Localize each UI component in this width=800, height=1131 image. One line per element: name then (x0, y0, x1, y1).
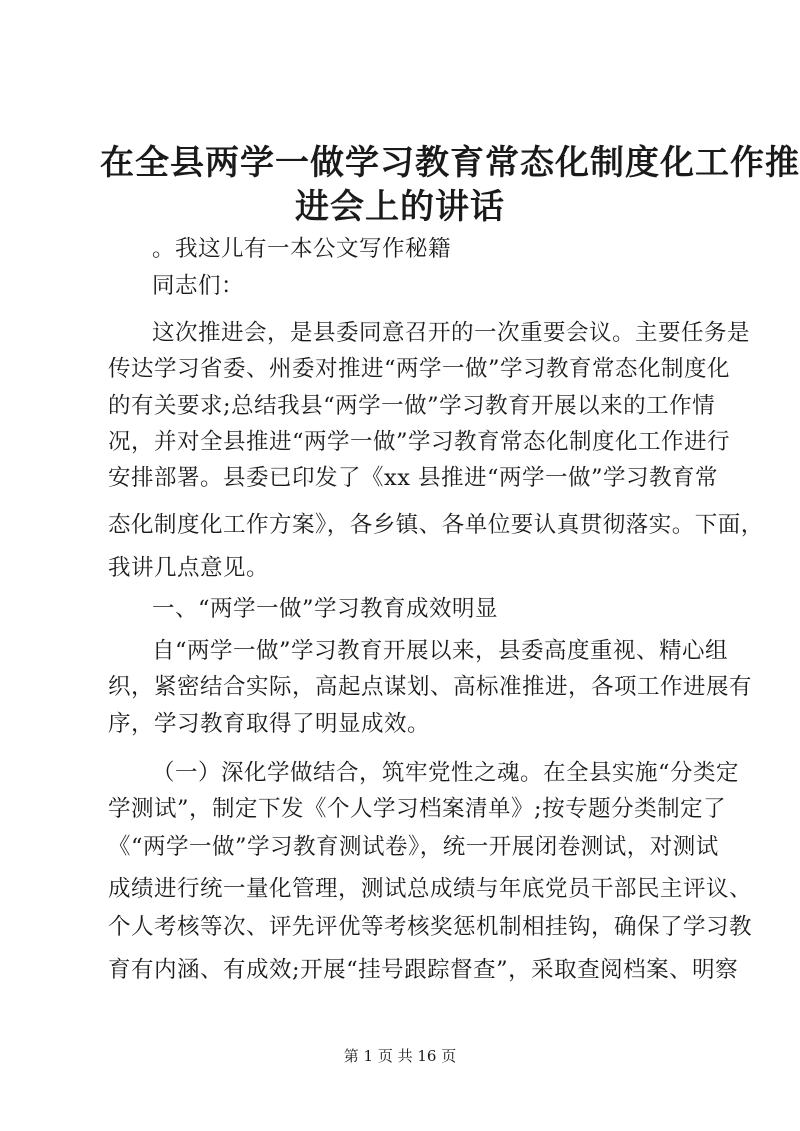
paragraph-line: 况，并对全县推进“两学一做”学习教育常态化制度化工作进行 (108, 429, 731, 455)
paragraph-line: 成绩进行统一量化管理，测试总成绩与年底党员干部民主评议、 (108, 876, 753, 902)
paragraph-line: 态化制度化工作方案》，各乡镇、各单位要认真贯彻落实。下面， (108, 512, 764, 538)
paragraph-line: 这次推进会，是县委同意召开的一次重要会议。主要任务是 (152, 320, 751, 346)
paragraph-line: 个人考核等次、评先评优等考核奖惩机制相挂钩，确保了学习教 (108, 914, 753, 940)
page-number-footer: 第 1 页 共 16 页 (343, 1047, 457, 1065)
section-heading: 一、“两学一做”学习教育成效明显 (152, 596, 499, 622)
salutation: 同志们： (152, 273, 245, 299)
paragraph-line: （一）深化学做结合，筑牢党性之魂。在全县实施“分类定 (152, 760, 740, 786)
paragraph-line: 育有内涵、有成效;开展“挂号跟踪督查”，采取查阅档案、明察 (108, 957, 739, 983)
paragraph-line: 序，学习教育取得了明显成效。 (108, 711, 431, 737)
paragraph-line: 我讲几点意见。 (108, 555, 270, 581)
document-title-line-1: 在全县两学一做学习教育常态化制度化工作推 (100, 143, 800, 183)
document-title-line-2: 进会上的讲话 (295, 187, 505, 227)
paragraph-line: 的有关要求;总结我县“两学一做”学习教育开展以来的工作情 (108, 393, 716, 419)
paragraph-line: 自“两学一做”学习教育开展以来，县委高度重视、精心组 (152, 638, 729, 664)
paragraph-line: 织，紧密结合实际，高起点谋划、高标准推进，各项工作进展有 (108, 674, 753, 700)
intro-note: 。我这儿有一本公文写作秘籍 (152, 236, 452, 262)
paragraph-line: 《“两学一做”学习教育测试卷》，统一开展闭卷测试，对测试 (108, 834, 719, 860)
paragraph-line: 传达学习省委、州委对推进“两学一做”学习教育常态化制度化 (108, 356, 731, 382)
paragraph-line: 安排部署。县委已印发了《xx 县推进“两学一做”学习教育常 (108, 465, 719, 491)
paragraph-line: 学测试”，制定下发《个人学习档案清单》;按专题分类制定了 (108, 796, 727, 822)
